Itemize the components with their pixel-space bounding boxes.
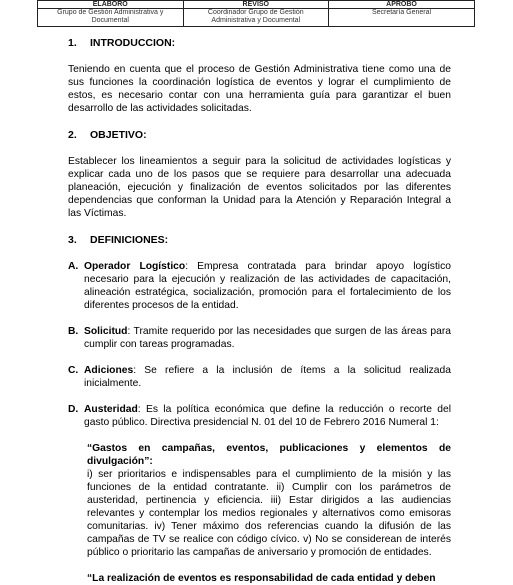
approval-header-row [38, 1, 475, 9]
quote-continuation [87, 572, 451, 585]
section-number: 1. [68, 37, 77, 49]
section-number: 3. [68, 234, 77, 246]
section-title: INTRODUCCION: [90, 37, 176, 49]
definition-item-austeridad [68, 403, 451, 429]
austerity-quote [87, 442, 451, 559]
definition-text: : Empresa contratada para brindar apoyo logístico necesario para la ejecución y realización de las actividades de capacitación, alineación estratégica, socialización, promoción para el fortalecimiento de los diferentes procesos de la entidad. [84, 261, 451, 311]
section-title: OBJETIVO: [90, 129, 147, 141]
definition-letter: B. [68, 326, 79, 337]
approval-table [37, 0, 475, 27]
intro-paragraph: Teniendo en cuenta que el proceso de Gestión Administrativa tiene como una de sus funciones la coordinación logística de eventos y lograr el cumplimiento de estos, es necesario contar con una herramienta guía para garantizar el buen desarrollo de las actividades solicitadas. [68, 64, 451, 114]
approval-header-aprobo: APROBÓ [329, 1, 475, 9]
section-title: DEFINICIONES: [90, 234, 169, 246]
definition-term: Solicitud [84, 326, 128, 337]
objective-paragraph: Establecer los lineamientos a seguir para la solicitud de actividades logísticas y explicar cada uno de los pasos que se requiere para desarrollar una adecuada planeación, ejecución y finalización de eventos solicitados por las diferentes dependencias que conforman la Unidad para la Atención y Reparación Integral a las Víctimas. [68, 156, 451, 219]
definition-text: : Se refiere a la inclusión de ítems a la solicitud realizada inicialmente. [84, 365, 451, 389]
definition-letter: C. [68, 365, 79, 376]
definition-term: Austeridad [84, 404, 138, 415]
document-body [68, 36, 451, 585]
definition-item-operador [68, 260, 451, 312]
quote-body: i) ser prioritarios e indispensables para el cumplimiento de la misión y las funciones de la entidad contratante. ii) Cumplir con los parámetros de austeridad, pertinencia y eficiencia. iii) Estar dirigidos a las audiencias relevantes y contemplar los medios regionales y alternativos como emisoras comunitarias. iv) Tener máximo dos referencias cuando la difusión de las campañas de TV se realice con código cívico. v) No se considerean de interés público o prioritario las campañas de aniversario y promoción de entidades. [87, 469, 451, 558]
quote-next-line: “La realización de eventos es responsabilidad de cada entidad y deben [87, 573, 436, 584]
definition-text: : Tramite requerido por las necesidades que surgen de las áreas para cumplir con tareas programadas. [84, 326, 451, 350]
definition-letter: A. [68, 261, 79, 272]
section-heading-intro [68, 36, 451, 50]
section-number: 2. [68, 129, 77, 141]
definition-item-adiciones [68, 364, 451, 390]
approval-header-elaboro: ELABORÓ [38, 1, 184, 9]
section-heading-definitions [68, 233, 451, 247]
definition-text: : Es la política económica que define la reducción o recorte del gasto público. Directiva presidencial N. 01 del 10 de Febrero 2016 Numeral 1: [84, 404, 451, 428]
definition-term: Adiciones [84, 365, 134, 376]
approval-header-reviso: REVISÓ [183, 1, 329, 9]
definition-item-solicitud [68, 325, 451, 351]
approval-value-reviso: Coordinador Grupo de Gestión Administrativa y Documental [183, 9, 329, 27]
approval-value-elaboro: Grupo de Gestión Administrativa y Documental [38, 9, 184, 27]
section-heading-objective [68, 128, 451, 142]
approval-value-row [38, 9, 475, 27]
approval-value-aprobo: Secretaría General [329, 9, 475, 27]
definition-term: Operador Logístico [84, 261, 186, 272]
definition-letter: D. [68, 404, 79, 415]
quote-title: “Gastos en campañas, eventos, publicaciones y elementos de divulgación”: [87, 443, 451, 467]
